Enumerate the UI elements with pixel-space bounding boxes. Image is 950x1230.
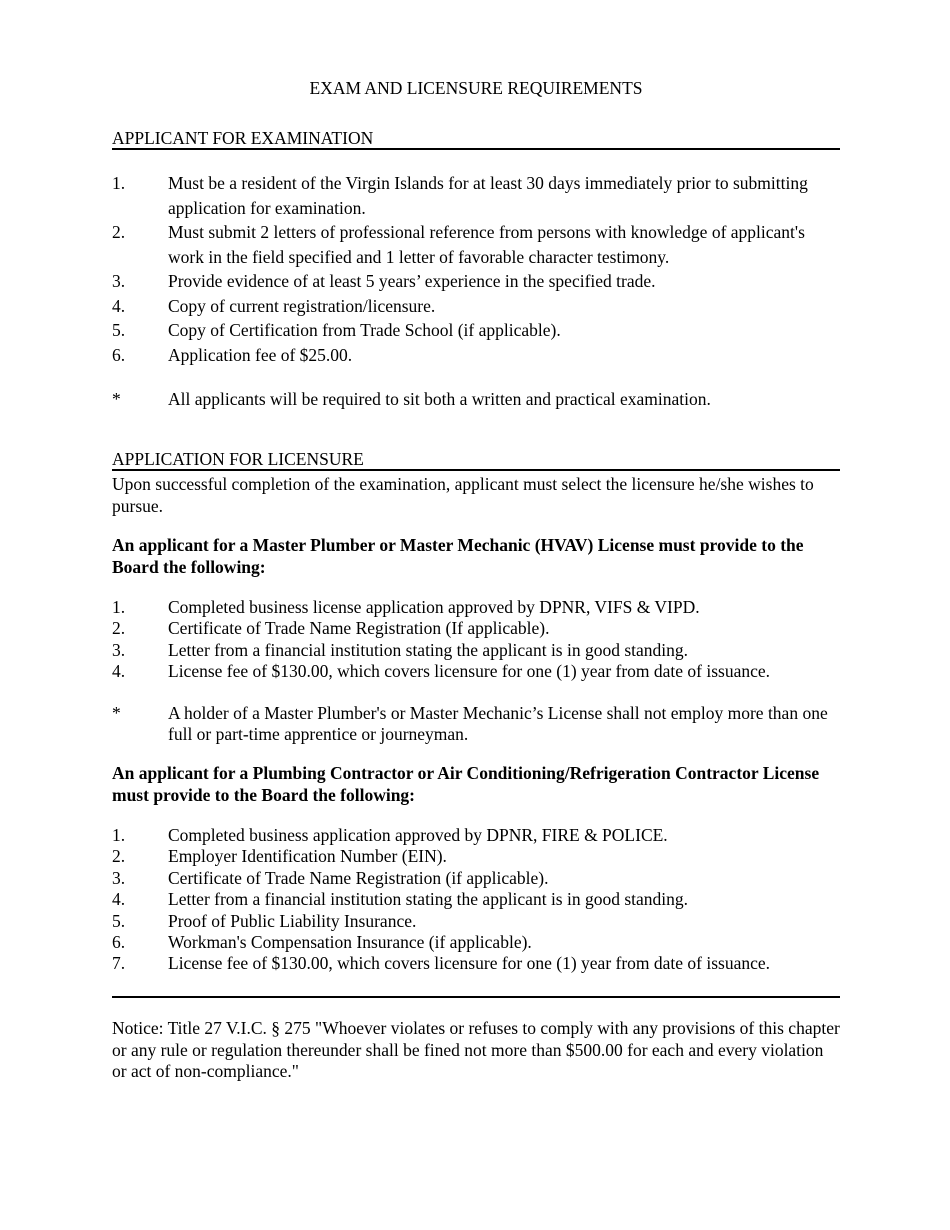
item-text: Certificate of Trade Name Registration (If applicable). <box>168 618 550 639</box>
note-row <box>112 387 840 412</box>
note-row <box>112 703 840 746</box>
list-item <box>112 269 840 294</box>
list-item <box>112 825 840 846</box>
list-item <box>112 889 840 910</box>
examination-note <box>112 387 840 412</box>
item-number: 4. <box>112 889 126 910</box>
item-text: Application fee of $25.00. <box>168 344 353 365</box>
list-item <box>112 640 840 661</box>
master-license-heading: An applicant for a Master Plumber or Master Mechanic (HVAV) License must provide to the Board the following: <box>112 535 804 577</box>
item-number: 5. <box>112 320 126 340</box>
list-item <box>112 343 840 368</box>
list-item <box>112 846 840 867</box>
item-number: 2. <box>112 846 126 867</box>
item-text: Proof of Public Liability Insurance. <box>168 910 417 931</box>
list-item <box>112 661 840 682</box>
item-number: 2. <box>112 222 126 242</box>
item-number: 5. <box>112 910 126 931</box>
item-text: Completed business license application approved by DPNR, VIFS & VIPD. <box>168 597 700 617</box>
item-text: Must be a resident of the Virgin Islands for at least 30 days immediately prior to submitting application for examination. <box>168 173 808 218</box>
item-number: 3. <box>112 271 126 291</box>
item-number: 3. <box>112 867 126 888</box>
contractor-license-list <box>112 825 840 975</box>
item-number: 6. <box>112 344 126 365</box>
notice-paragraph: Notice: Title 27 V.I.C. § 275 "Whoever violates or refuses to comply with any provisions of this chapter or any rule or regulation thereunder shall be fined not more than $500.00 for each and every violation or act of non-compliance." <box>112 1018 840 1081</box>
item-number: 1. <box>112 825 126 845</box>
examination-heading: APPLICANT FOR EXAMINATION <box>112 128 840 150</box>
list-item <box>112 911 840 932</box>
item-number: 6. <box>112 932 126 953</box>
list-item <box>112 868 840 889</box>
item-number: 4. <box>112 661 126 682</box>
item-text: Copy of Certification from Trade School (if applicable). <box>168 320 561 340</box>
note-text: A holder of a Master Plumber's or Master Mechanic’s License shall not employ more than one full or part-time apprentice or journeyman. <box>168 703 828 745</box>
licensure-heading: APPLICATION FOR LICENSURE <box>112 449 840 471</box>
item-text: Letter from a financial institution stating the applicant is in good standing. <box>168 639 689 660</box>
list-item <box>112 618 840 639</box>
list-item <box>112 171 840 220</box>
item-number: 1. <box>112 173 126 193</box>
item-text: License fee of $130.00, which covers licensure for one (1) year from date of issuance. <box>168 661 771 682</box>
item-text: License fee of $130.00, which covers licensure for one (1) year from date of issuance. <box>168 953 771 974</box>
licensure-intro: Upon successful completion of the examination, applicant must select the licensure he/she wishes to pursue. <box>112 474 814 516</box>
page-title: EXAM AND LICENSURE REQUIREMENTS <box>309 78 643 98</box>
list-item <box>112 220 840 269</box>
note-text: All applicants will be required to sit both a written and practical examination. <box>168 389 711 409</box>
list-item <box>112 318 840 343</box>
list-item <box>112 953 840 974</box>
master-license-list <box>112 597 840 683</box>
examination-list <box>112 171 840 367</box>
item-number: 3. <box>112 639 126 660</box>
item-text: Letter from a financial institution stating the applicant is in good standing. <box>168 889 689 910</box>
item-number: 4. <box>112 295 126 316</box>
item-number: 2. <box>112 618 126 639</box>
item-number: 7. <box>112 953 126 974</box>
item-text: Provide evidence of at least 5 years’ experience in the specified trade. <box>168 271 656 291</box>
item-text: Certificate of Trade Name Registration (if applicable). <box>168 867 549 888</box>
master-license-note <box>112 703 840 746</box>
item-text: Workman's Compensation Insurance (if applicable). <box>168 932 532 953</box>
note-asterisk: * <box>112 703 121 723</box>
item-text: Completed business application approved by DPNR, FIRE & POLICE. <box>168 825 668 845</box>
section-divider <box>112 996 840 998</box>
list-item <box>112 932 840 953</box>
note-asterisk: * <box>112 389 121 409</box>
item-text: Employer Identification Number (EIN). <box>168 846 447 867</box>
contractor-license-heading: An applicant for a Plumbing Contractor or Air Conditioning/Refrigeration Contractor License must provide to the Board the following: <box>112 763 820 805</box>
item-text: Must submit 2 letters of professional reference from persons with knowledge of applicant's work in the field specified and 1 letter of favorable character testimony. <box>168 222 805 267</box>
list-item <box>112 597 840 618</box>
item-number: 1. <box>112 597 126 617</box>
list-item <box>112 294 840 319</box>
item-text: Copy of current registration/licensure. <box>168 295 436 316</box>
